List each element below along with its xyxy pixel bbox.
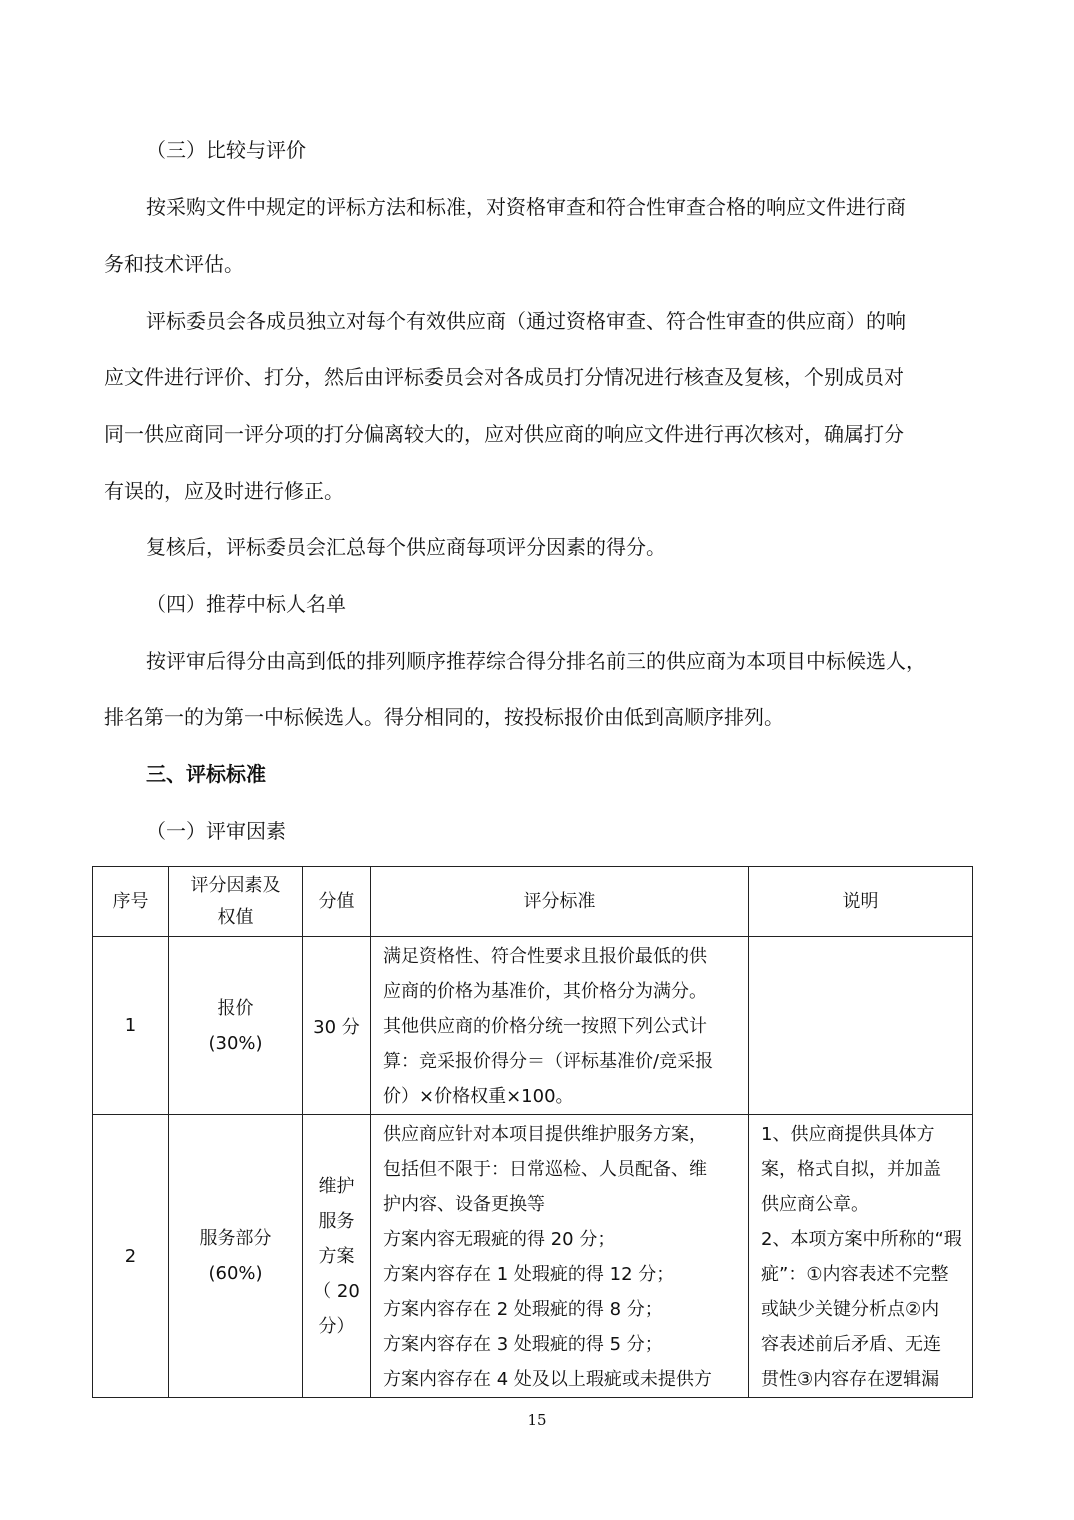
header-note: 说明 — [749, 867, 973, 937]
paragraph-line: 评标委员会各成员独立对每个有效供应商（通过资格审查、符合性审查的供应商）的响 — [146, 309, 906, 333]
criteria-line: 护内容、设备更换等 — [383, 1194, 545, 1215]
page-number: 15 — [527, 1411, 547, 1429]
note-line: 2、本项方案中所称的“瑕 — [761, 1229, 962, 1250]
row-factor-line1: 报价 — [217, 997, 254, 1019]
header-criteria: 评分标准 — [371, 867, 749, 937]
score-line: （ 20 — [313, 1280, 360, 1302]
note-line: 或缺少关键分析点②内 — [761, 1299, 940, 1320]
paragraph-line: 同一供应商同一评分项的打分偏离较大的，应对供应商的响应文件进行再次核对，确属打分 — [104, 422, 904, 446]
row-note — [749, 1115, 973, 1398]
criteria-line: 供应商应针对本项目提供维护服务方案， — [383, 1124, 707, 1145]
table-row — [93, 937, 973, 1115]
criteria-line: 满足资格性、符合性要求且报价最低的供 — [383, 946, 707, 967]
note-line: 1、供应商提供具体方 — [761, 1124, 935, 1145]
note-line: 疵”：①内容表述不完整 — [761, 1264, 949, 1285]
note-line: 供应商公章。 — [761, 1194, 869, 1215]
paragraph-line: 按采购文件中规定的评标方法和标准，对资格审查和符合性审查合格的响应文件进行商 — [146, 195, 906, 219]
row-factor — [169, 937, 303, 1115]
row-criteria — [371, 1115, 749, 1398]
paragraph-line: 排名第一的为第一中标候选人。得分相同的，按投标报价由低到高顺序排列。 — [104, 705, 784, 729]
paragraph-line: 应文件进行评价、打分，然后由评标委员会对各成员打分情况进行核查及复核，个别成员对 — [104, 365, 904, 389]
header-no: 序号 — [93, 867, 169, 937]
heading-evaluation-standard: 三、评标标准 — [146, 762, 266, 786]
criteria-line: 方案内容存在 1 处瑕疵的得 12 分； — [383, 1264, 675, 1285]
section-title-comparison: （三）比较与评价 — [146, 138, 306, 162]
row-note — [749, 937, 973, 1115]
paragraph-line: 务和技术评估。 — [104, 252, 244, 276]
row-factor — [169, 1115, 303, 1398]
row-factor-line2: (60%) — [208, 1263, 263, 1284]
criteria-line: 其他供应商的价格分统一按照下列公式计 — [383, 1016, 707, 1037]
row-criteria — [371, 937, 749, 1115]
criteria-line: 方案内容无瑕疵的得 20 分； — [383, 1229, 616, 1250]
header-factor-line2: 权值 — [217, 906, 254, 928]
row-score: 30 分 — [303, 937, 371, 1115]
score-line: 服务 — [318, 1210, 355, 1232]
criteria-line: 方案内容存在 3 处瑕疵的得 5 分； — [383, 1334, 663, 1355]
note-line: 案，格式自拟，并加盖 — [761, 1159, 941, 1180]
criteria-line: 算：竞采报价得分＝（评标基准价/竞采报 — [383, 1051, 714, 1072]
row-factor-line1: 服务部分 — [199, 1228, 272, 1249]
criteria-line: 包括但不限于：日常巡检、人员配备、维 — [383, 1159, 707, 1180]
note-line: 贯性③内容存在逻辑漏 — [761, 1369, 940, 1390]
score-line: 维护 — [318, 1175, 355, 1197]
header-factor-line1: 评分因素及 — [190, 874, 281, 896]
paragraph-line: 复核后，评标委员会汇总每个供应商每项评分因素的得分。 — [146, 535, 666, 559]
row-no: 1 — [93, 937, 169, 1115]
score-line: 方案 — [318, 1245, 355, 1267]
subsection-title-factors: （一）评审因素 — [146, 819, 286, 843]
criteria-line: 方案内容存在 4 处及以上瑕疵或未提供方 — [383, 1369, 712, 1390]
header-factor — [169, 867, 303, 937]
section-title-recommend: （四）推荐中标人名单 — [146, 592, 346, 616]
criteria-line: 价）×价格权重×100。 — [383, 1086, 574, 1107]
paragraph-line: 有误的，应及时进行修正。 — [104, 479, 344, 503]
row-score — [303, 1115, 371, 1398]
table-row — [93, 1115, 973, 1398]
score-line: 分） — [318, 1315, 355, 1337]
table-header-row — [93, 867, 973, 937]
row-factor-line2: (30%) — [208, 1032, 263, 1054]
header-score: 分值 — [303, 867, 371, 937]
note-line: 容表述前后矛盾、无连 — [761, 1334, 941, 1355]
row-no: 2 — [93, 1115, 169, 1398]
criteria-line: 方案内容存在 2 处瑕疵的得 8 分； — [383, 1299, 663, 1320]
paragraph-line: 按评审后得分由高到低的排列顺序推荐综合得分排名前三的供应商为本项目中标候选人， — [146, 649, 926, 673]
criteria-line: 应商的价格为基准价，其价格分为满分。 — [383, 981, 707, 1002]
scoring-table — [92, 866, 973, 1398]
